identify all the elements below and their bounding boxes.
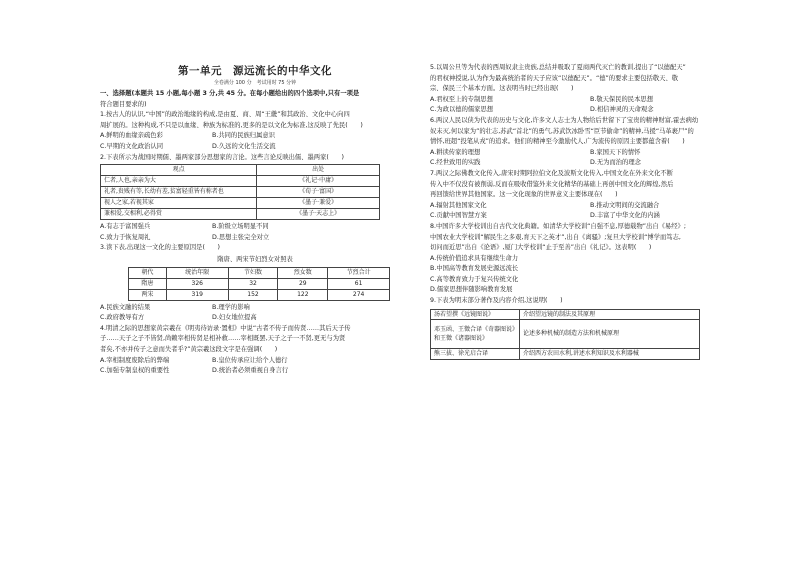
table-cell: 汤若望撰《远镜图说》: [431, 309, 520, 320]
question-1-options: [100, 131, 410, 142]
option-c[interactable]: C.为政以德的儒家思想: [430, 106, 494, 114]
option-a[interactable]: A.民族文融的结果: [100, 303, 151, 311]
option-c[interactable]: C.经世致用的实践: [430, 159, 481, 167]
table-row: [431, 349, 700, 360]
table-cell: 152: [228, 289, 278, 300]
option-c[interactable]: C.致力于恢复周礼: [100, 233, 151, 241]
question-2-table: [100, 164, 380, 220]
option-b[interactable]: B.阶级立场明显不同: [212, 223, 269, 231]
option-b[interactable]: B.敬天保民的民本思想: [590, 95, 653, 103]
question-9-text: 9.下表为明末部分著作及内容介绍,这说明( ): [430, 297, 563, 305]
question-5-options: [430, 105, 748, 116]
question-7-text: 再回馈给世界其他国家。这一文化现象的世界意义主要体现在( ): [430, 191, 618, 199]
table-cell: 礼者,贵贱有等,长幼有差,贫富轻重皆有称者也: [101, 187, 257, 198]
table-header: 出处: [257, 165, 380, 176]
question-6-text: 情怀,班超“投笔从戎”的追求。他们的精神至今激励代人,广为流传的原因主要都蕴含着( ): [430, 138, 685, 146]
table-row: [129, 278, 390, 289]
table-header-row: [101, 165, 380, 176]
option-a[interactable]: A.传统价值追求具有继续生命力: [430, 254, 519, 262]
table-cell: 视人之家,若视其家: [101, 198, 257, 209]
option-d[interactable]: D.儒家思想伴随影响教育发展: [430, 286, 513, 294]
question-6-options: [430, 158, 748, 169]
table-cell: 邓玉函、王徵合译《奇器图说》和王徵《诸器图说》: [431, 320, 520, 349]
question-2-text: 2.下表所示为战国时期儒、墨两家部分思想家的言论。这些言论反映出儒、墨两家( ): [100, 153, 344, 161]
question-1-text: 周扩展的。这种构成,不只是以血缘、种族为标准的,更多的是以文化为标准,这反映了先民( ): [100, 121, 363, 129]
table-row: [431, 320, 700, 349]
table-cell: 《礼记·中庸》: [257, 176, 380, 187]
question-5-options: [430, 95, 748, 106]
question-3-table-caption: 隋唐、两宋节妇烈女对照表: [217, 255, 293, 263]
table-header: 烈女数: [278, 267, 328, 278]
option-b[interactable]: B.共同的民族归属意识: [212, 132, 275, 140]
page-title: 第一单元 源远流长的中华文化: [178, 65, 332, 77]
question-8-text: 8.中国许多大学校训出自古代文化典籍。如清华大学校训“自强不息,厚德载物”出自《易经》;: [430, 222, 686, 230]
table-cell: 介绍西方农田水利,讲述水利知识及水利器械: [520, 349, 700, 360]
option-c[interactable]: C.政府教导有方: [100, 314, 145, 322]
option-a[interactable]: A.耕读传家的理想: [430, 148, 481, 156]
question-4-options: [100, 356, 410, 367]
question-2-options: [100, 222, 410, 233]
option-a[interactable]: A.君权至上的专制思想: [430, 95, 493, 103]
question-1-text: 1.按古人的认识,“中国”的政治地缘的构成,是由夏、商、周“王畿”和其政治、文化中心向四: [100, 111, 350, 119]
table-cell: 《墨子·天志上》: [257, 209, 380, 220]
option-d[interactable]: D.丰富了中华文化的内涵: [590, 212, 660, 220]
table-row: [101, 176, 380, 187]
option-d[interactable]: D.统治者必须重视自身言行: [212, 367, 289, 375]
question-6-text: 6.两汉人民以侠为代表的历史与文化,许多文人志士为人物给后世留下了宝贵的精神财富,霍去病幼: [430, 116, 699, 124]
option-a[interactable]: A.辐射其他国家文化: [430, 201, 487, 209]
table-header-row: [129, 267, 390, 278]
table-cell: 仁者,人也,亲亲为大: [101, 176, 257, 187]
table-cell: 274: [328, 289, 390, 300]
option-d[interactable]: D.久远的文化生活交流: [212, 142, 276, 150]
question-5-text: 5.以周公旦等为代表的西周奴隶主贵族,总结并吸取了夏商两代灭亡的教训,提出了“以德配天”: [430, 64, 686, 71]
option-d[interactable]: D.妇女地位提高: [212, 314, 257, 322]
option-c[interactable]: C.高等教育致力于复兴传统文化: [430, 275, 519, 283]
option-c[interactable]: C.加强专制皇权的重要性: [100, 367, 170, 375]
question-4-text: 子……天子之子不皆贤,尚赖宰相传贤足相补救……宰相既罢,天子之子一不贤,更无与为贤: [100, 335, 346, 343]
table-cell: 326: [166, 278, 228, 289]
table-row: [101, 209, 380, 220]
table-cell: 介绍望远镜的制法及其原理: [520, 309, 700, 320]
table-cell: 61: [328, 278, 390, 289]
table-cell: 122: [278, 289, 328, 300]
table-cell: 熊三拔、徐光启合译: [431, 349, 520, 360]
option-b[interactable]: B.理学的影响: [212, 303, 250, 311]
question-8-text: 中国农业大学校训“解民生之多艰,育天下之英才”,出自《离骚》;复旦大学校训“博学而笃志,: [430, 233, 681, 241]
option-b[interactable]: B.中国高等教育发展史源远流长: [430, 265, 519, 273]
question-9-table: [430, 309, 700, 360]
table-row: [129, 289, 390, 300]
question-5-text: 的君权神授说,认为作为最高统治者的天子应该“以德配天”。“德”的要求主要包括敬天、敬: [430, 74, 679, 82]
option-d[interactable]: D.思想主张完全对立: [212, 233, 270, 241]
question-4-text: 者矣,不亦并传子之意而失者乎?”黄宗羲这段文字是在强调( ): [100, 345, 278, 353]
question-3-table: [128, 267, 390, 301]
question-2-options: [100, 233, 410, 244]
question-7-text: 传入中不仅没有被削弱,反而在吸收借鉴外来文化精华的基础上再创中国文化的辉煌,然后: [430, 180, 674, 188]
table-row: [101, 187, 380, 198]
option-a[interactable]: A.鲜明的血缘亲疏色彩: [100, 132, 163, 140]
table-cell: 《荀子·富国》: [257, 187, 380, 198]
question-7-text: 7.两汉之际佛教文化传入,唐宋时期阿拉伯文化及波斯文化传入,中国文化在外来文化不断: [430, 169, 673, 177]
table-cell: 兼相爱,交相利,必得赏: [101, 209, 257, 220]
question-3-text: 3.读下表,出现这一文化的主要原因是( ): [100, 244, 220, 252]
left-column: [100, 64, 410, 377]
question-3-options: [100, 313, 410, 324]
table-cell: 论述多种机械的制造方法和机械原理: [520, 320, 700, 349]
section-heading-cont: 符合题目要求的): [100, 100, 147, 108]
table-cell: 29: [278, 278, 328, 289]
question-6-text: 奴未灭,何以家为”的壮志,苏武“首北”的勇气,苏武饮冰卧雪“臣节偷命”的精神,马援“马革裹尸”的: [430, 127, 694, 135]
option-d[interactable]: D.相信神灵的天命观念: [590, 106, 654, 114]
right-column: [430, 63, 748, 360]
option-a[interactable]: A.有志于富国强兵: [100, 223, 151, 231]
table-cell: 32: [228, 278, 278, 289]
question-5-text: 宗、保民三个基本方面。这表明当时已经出现( ): [430, 85, 574, 93]
table-cell: 隋唐: [129, 278, 167, 289]
question-6-options: [430, 148, 748, 159]
question-1-options: [100, 142, 410, 153]
table-header: 节妇数: [228, 267, 278, 278]
option-b[interactable]: B.推动文明间的交流融合: [590, 201, 660, 209]
table-row: [101, 198, 380, 209]
table-header: 统治年限: [166, 267, 228, 278]
option-c[interactable]: C.贡献中国智慧方案: [430, 212, 487, 220]
question-8-text: 切问而近思”出自《论语》,厦门大学校训“止于至善”出自《礼记》。这表明( ): [430, 244, 652, 252]
table-cell: 《墨子·兼爱》: [257, 198, 380, 209]
table-cell: 319: [166, 289, 228, 300]
question-7-options: [430, 211, 748, 222]
table-row: [431, 309, 700, 320]
question-4-text: 4.明清之际的思想家黄宗羲在《明夷待访录·置相》中说“古者不传子而传贤……其后天子传: [100, 324, 351, 332]
table-header: 观点: [101, 165, 257, 176]
question-4-options: [100, 366, 410, 377]
option-b[interactable]: B.家国天下的情怀: [590, 148, 641, 156]
question-7-options: [430, 201, 748, 212]
table-header: 节烈合计: [328, 267, 390, 278]
option-c[interactable]: C.早期的文化政治认同: [100, 142, 164, 150]
option-b[interactable]: B.皇位传承应让给个人德行: [212, 356, 288, 364]
question-3-options: [100, 303, 410, 314]
table-cell: 两宋: [129, 289, 167, 300]
section-heading: 一、选择题(本题共 15 小题,每小题 3 分,共 45 分。在每小题给出的四个选项中,只有一项是: [100, 90, 360, 97]
option-d[interactable]: D.无为而治的理念: [590, 159, 641, 167]
table-header: 朝代: [129, 267, 167, 278]
exam-info: 全卷满分 100 分 考试用时 75 分钟: [213, 80, 297, 86]
option-a[interactable]: A.宰相制度废除后的弊端: [100, 356, 170, 364]
